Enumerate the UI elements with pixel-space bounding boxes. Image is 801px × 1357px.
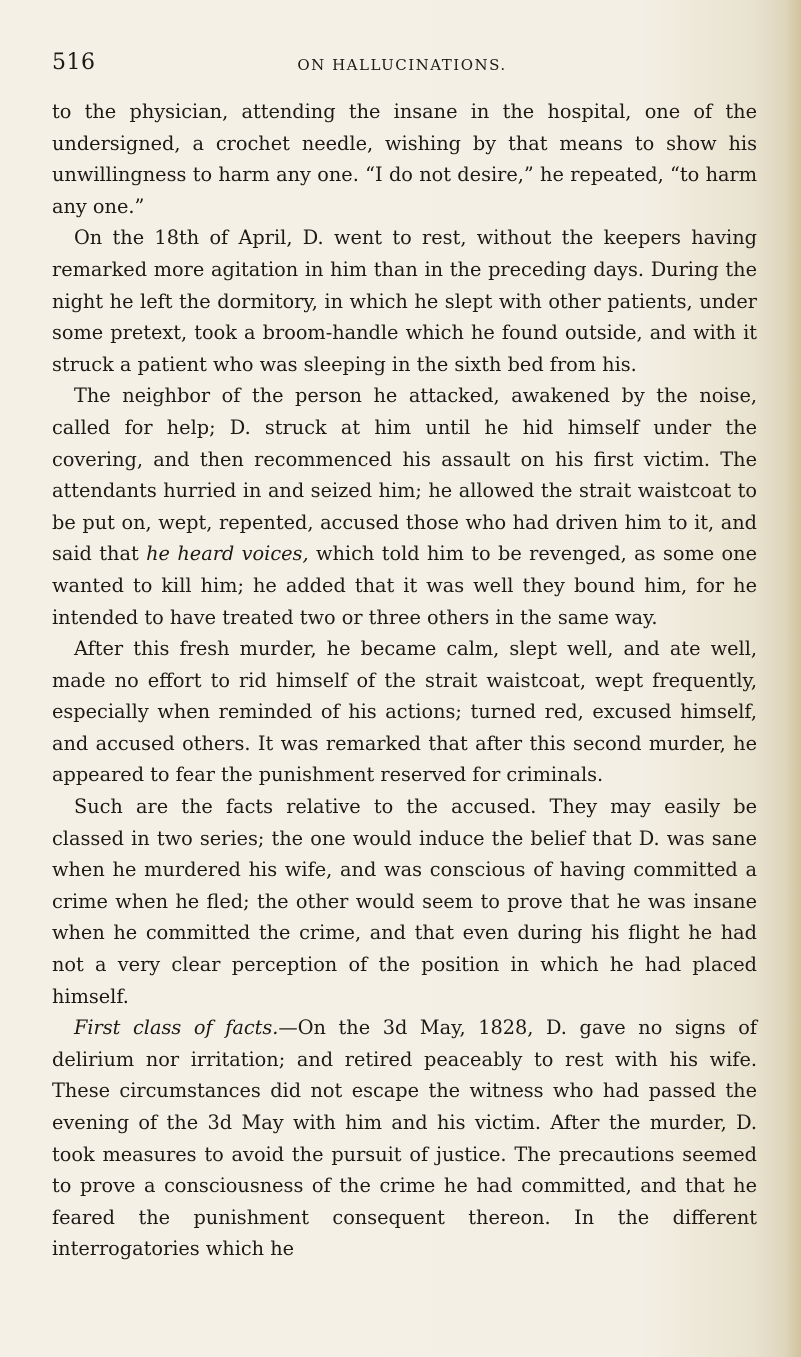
- paragraph-5: Such are the facts relative to the accused. They may easily be classed in two series; the one would induce the belief that D. was sane when he murdered his wife, and was conscious of having committed a crime when he fled; the other would seem to prove that he was insane when he committed the crime, and that even during his flight he had not a very clear perception of the position in which he had placed himself.: [52, 795, 757, 1008]
- body-text: [52, 96, 757, 1265]
- paragraph-3-text-a: The neighbor of the person he attacked, awakened by the noise, called for help; D. struck at him until he hid himself under the covering, and then recommenced his assault on his first victim. The attendants hurried in and seized him; he allowed the strait waistcoat to be put on, wept, repented, accused those who had driven him to it, and said that: [52, 384, 757, 566]
- paragraph-1: to the physician, attending the insane in the hospital, one of the undersigned, a crochet needle, wishing by that means to show his unwillingness to harm any one. “I do not desire,” he repeated, “to harm any one.”: [52, 100, 757, 218]
- paragraph-4: After this fresh murder, he became calm, slept well, and ate well, made no effort to rid himself of the strait waistcoat, wept frequently, especially when reminded of his actions; turned red, excused himself, and accused others. It was remarked that after this second murder, he appeared to fear the punishment reserved for criminals.: [52, 637, 757, 787]
- page-edge-shadow: [785, 0, 801, 1357]
- paragraph-3-text-b: which told him to be revenged, as some one wanted to kill him; he added that it was well they bound him, for he intended to have treated two or three others in the same way.: [52, 542, 757, 629]
- page-number: 516: [52, 50, 96, 75]
- italic-phrase-he-heard-voices: he heard voices,: [146, 542, 309, 566]
- paragraph-6-text: —On the 3d May, 1828, D. gave no signs of delirium nor irritation; and retired peaceably to rest with his wife. These circumstances did not escape the witness who had passed the evening of the 3d May with him and his victim. After the murder, D. took measures to avoid the pursuit of justice. The precautions seemed to prove a consciousness of the crime he had committed, and that he feared the punishment consequent thereon. In the different interrogatories which he: [52, 1016, 757, 1261]
- running-head: [52, 50, 752, 90]
- section-heading-first-class-of-facts: First class of facts.: [74, 1016, 279, 1040]
- paragraph-2: On the 18th of April, D. went to rest, without the keepers having remarked more agitation in him than in the preceding days. During the night he left the dormitory, in which he slept with other patients, under some pretext, took a broom-handle which he found outside, and with it struck a patient who was sleeping in the sixth bed from his.: [52, 226, 757, 376]
- paragraph-6: [52, 1012, 757, 1265]
- running-title: ON HALLUCINATIONS.: [297, 56, 507, 74]
- paragraph-3: [52, 380, 757, 633]
